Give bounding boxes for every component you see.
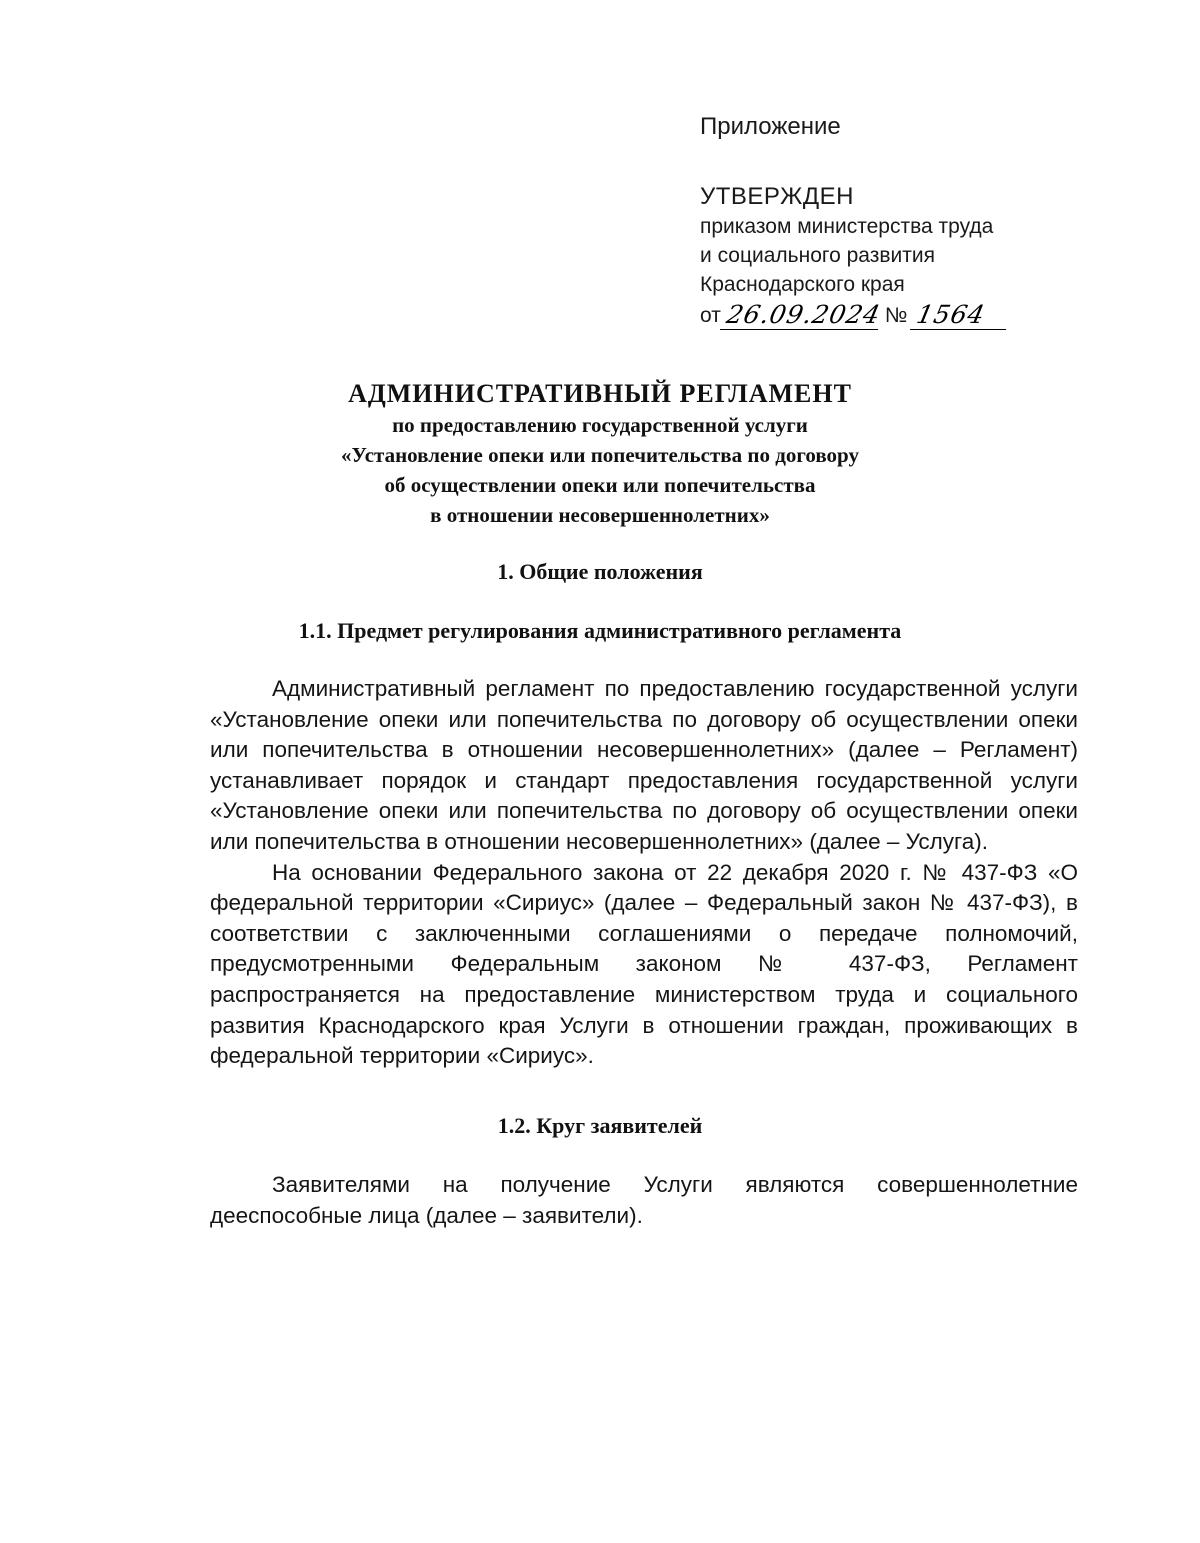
document-subtitle-line: по предоставлению государственной услуги [392, 413, 808, 437]
approved-word: УТВЕРЖДЕН [700, 183, 854, 210]
document-title: АДМИНИСТРАТИВНЫЙ РЕГЛАМЕНТ [348, 379, 852, 408]
section-1-1-body [210, 674, 1078, 1072]
document-subtitle-line: «Установление опеки или попечительства по договору [341, 443, 859, 467]
section-heading-general-provisions: 1. Общие положения [497, 559, 703, 584]
section-heading-applicants: 1.2. Круг заявителей [497, 1113, 703, 1138]
paragraph: Заявителями на получение Услуги являются совершеннолетние дееспособные лица (далее – заявители). [210, 1172, 1078, 1228]
order-date-number-row [700, 301, 1120, 330]
document-subtitle-line: об осуществлении опеки или попечительства [384, 473, 816, 497]
paragraph: Административный регламент по предоставлению государственной услуги «Установление опеки или попечительства по договору об осуществлении опеки или попечительства в отношении несовершеннолетних» (далее – Регламент) устанавливает порядок и стандарт предоставления государственной услуги «Установление опеки или попечительства по договору об осуществлении опеки или попечительства в отношении несовершеннолетних» (далее – Услуга). [210, 676, 1078, 854]
handwritten-order-number: 1564 [910, 301, 1012, 330]
section-1-2-body [210, 1170, 1078, 1231]
order-line: и социального развития [700, 244, 935, 267]
paragraph: На основании Федерального закона от 22 декабря 2020 г. № 437-ФЗ «О федеральной территории «Сириус» (далее – Федеральный закон № 437-ФЗ), в соответствии с заключенными соглашениями о передаче полномочий, предусмотренными Федеральным законом № 437-ФЗ, Регламент распространяется на предоставление министерством труда и социального развития Краснодарского края Услуги в отношении граждан, проживающих в федеральной территории «Сириус». [210, 859, 1078, 1069]
order-line: приказом министерства труда [700, 215, 994, 238]
handwritten-date: 26.09.2024 [720, 301, 884, 330]
document-title-block [150, 378, 1050, 530]
document-subtitle-line: в отношении несовершеннолетних» [430, 503, 770, 527]
date-prefix: от [700, 304, 721, 327]
number-sign: № [884, 304, 908, 327]
appendix-label: Приложение [700, 113, 841, 140]
section-heading-subject-of-regulation: 1.1. Предмет регулирования административного регламента [298, 618, 902, 643]
order-line: Краснодарского края [700, 273, 905, 296]
approval-stamp-block [700, 112, 1120, 330]
